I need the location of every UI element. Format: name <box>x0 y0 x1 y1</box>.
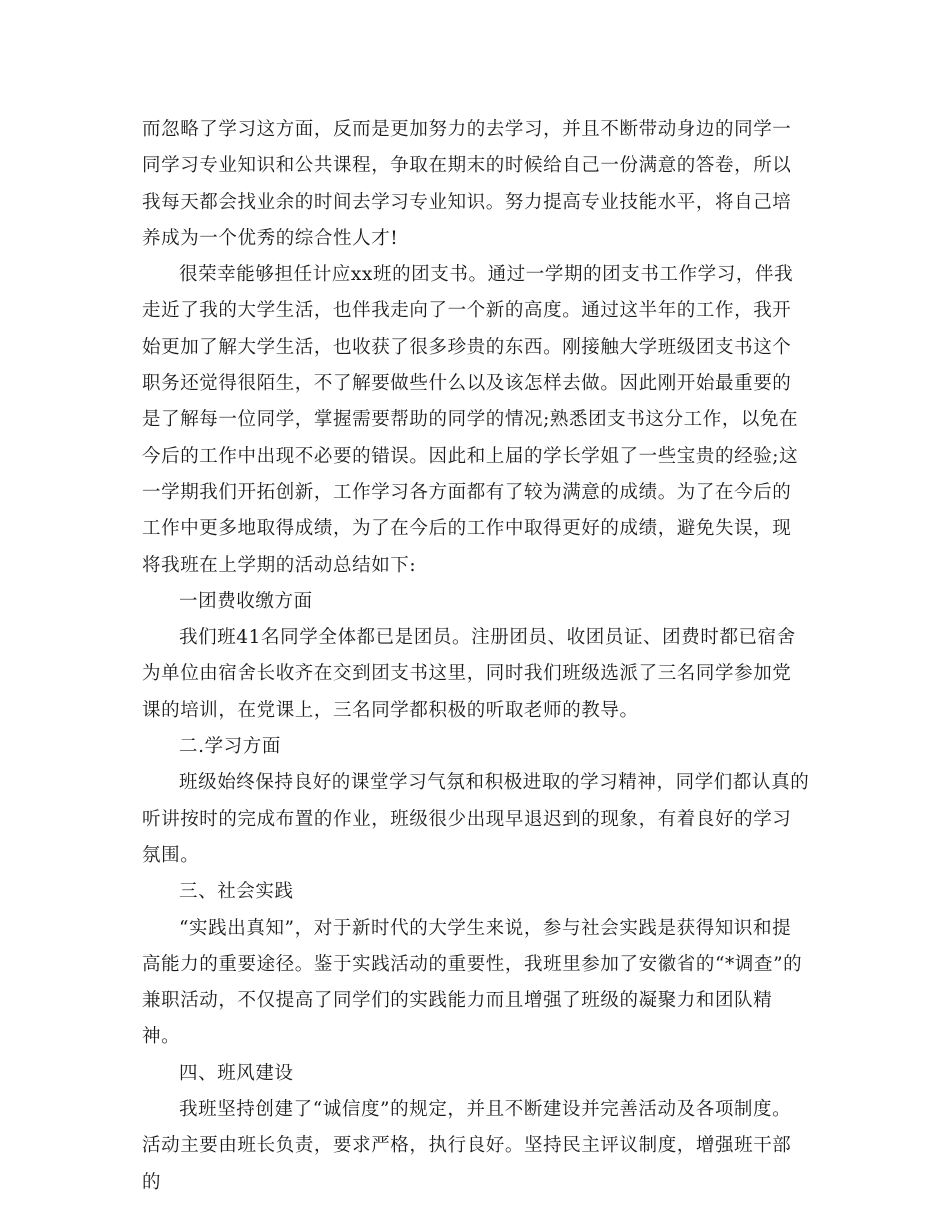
section-heading-class-style: 四、班风建设 <box>179 1062 294 1084</box>
paragraph-study: 班级始终保持良好的课堂学习气氛和积极进取的学习精神，同学们都认真的听讲按时的完成布置的作业，班级很少出现早退迟到的现象，有着良好的学习氛围。 <box>142 772 810 866</box>
section-heading-study: 二.学习方面 <box>179 736 281 758</box>
paragraph-practice: “实践出真知”，对于新时代的大学生来说，参与社会实践是获得知识和提高能力的重要途径。鉴于实践活动的重要性，我班里参加了安徽省的“*调查”的兼职活动，不仅提高了同学们的实践能力而且增强了班级的凝聚力和团队精神。 <box>142 917 803 1048</box>
paragraph-league-secretary: 很荣幸能够担任计应xx班的团支书。通过一学期的团支书工作学习，伴我走近了我的大学生活，也伴我走向了一个新的高度。通过这半年的工作，我开始更加了解大学生活，也收获了很多珍贵的东西。刚接触大学班级团支书这个职务还觉得很陌生，不了解要做些什么以及该怎样去做。因此刚开始最重要的是了解每一位同学，掌握需要帮助的同学的情况;熟悉团支书这分工作，以免在今后的工作中出现不必要的错误。因此和上届的学长学姐了一些宝贵的经验;这一学期我们开拓创新，工作学习各方面都有了较为满意的成绩。为了在今后的工作中更多地取得成绩，为了在今后的工作中取得更好的成绩，避免失误，现将我班在上学期的活动总结如下: <box>142 264 799 576</box>
paragraph-class-style: 我班坚持创建了“诚信度”的规定，并且不断建设并完善活动及各项制度。活动主要由班长负责，要求严格，执行良好。坚持民主评议制度，增强班干部的 <box>142 1099 792 1193</box>
section-heading-dues: 一团费收缴方面 <box>179 590 313 612</box>
document-body <box>142 112 810 1201</box>
paragraph-intro-continuation: 而忽略了学习这方面，反而是更加努力的去学习，并且不断带动身边的同学一同学习专业知识和公共课程，争取在期末的时候给自己一份满意的答卷，所以我每天都会找业余的时间去学习专业知识。努力提高专业技能水平，将自己培养成为一个优秀的综合性人才! <box>142 119 792 249</box>
paragraph-dues: 我们班41名同学全体都已是团员。注册团员、收团员证、团费时都已宿舍为单位由宿舍长收齐在交到团支书这里，同时我们班级选派了三名同学参加党课的培训，在党课上，三名同学都积极的听取老师的教导。 <box>142 627 796 721</box>
section-heading-practice: 三、社会实践 <box>179 881 294 903</box>
